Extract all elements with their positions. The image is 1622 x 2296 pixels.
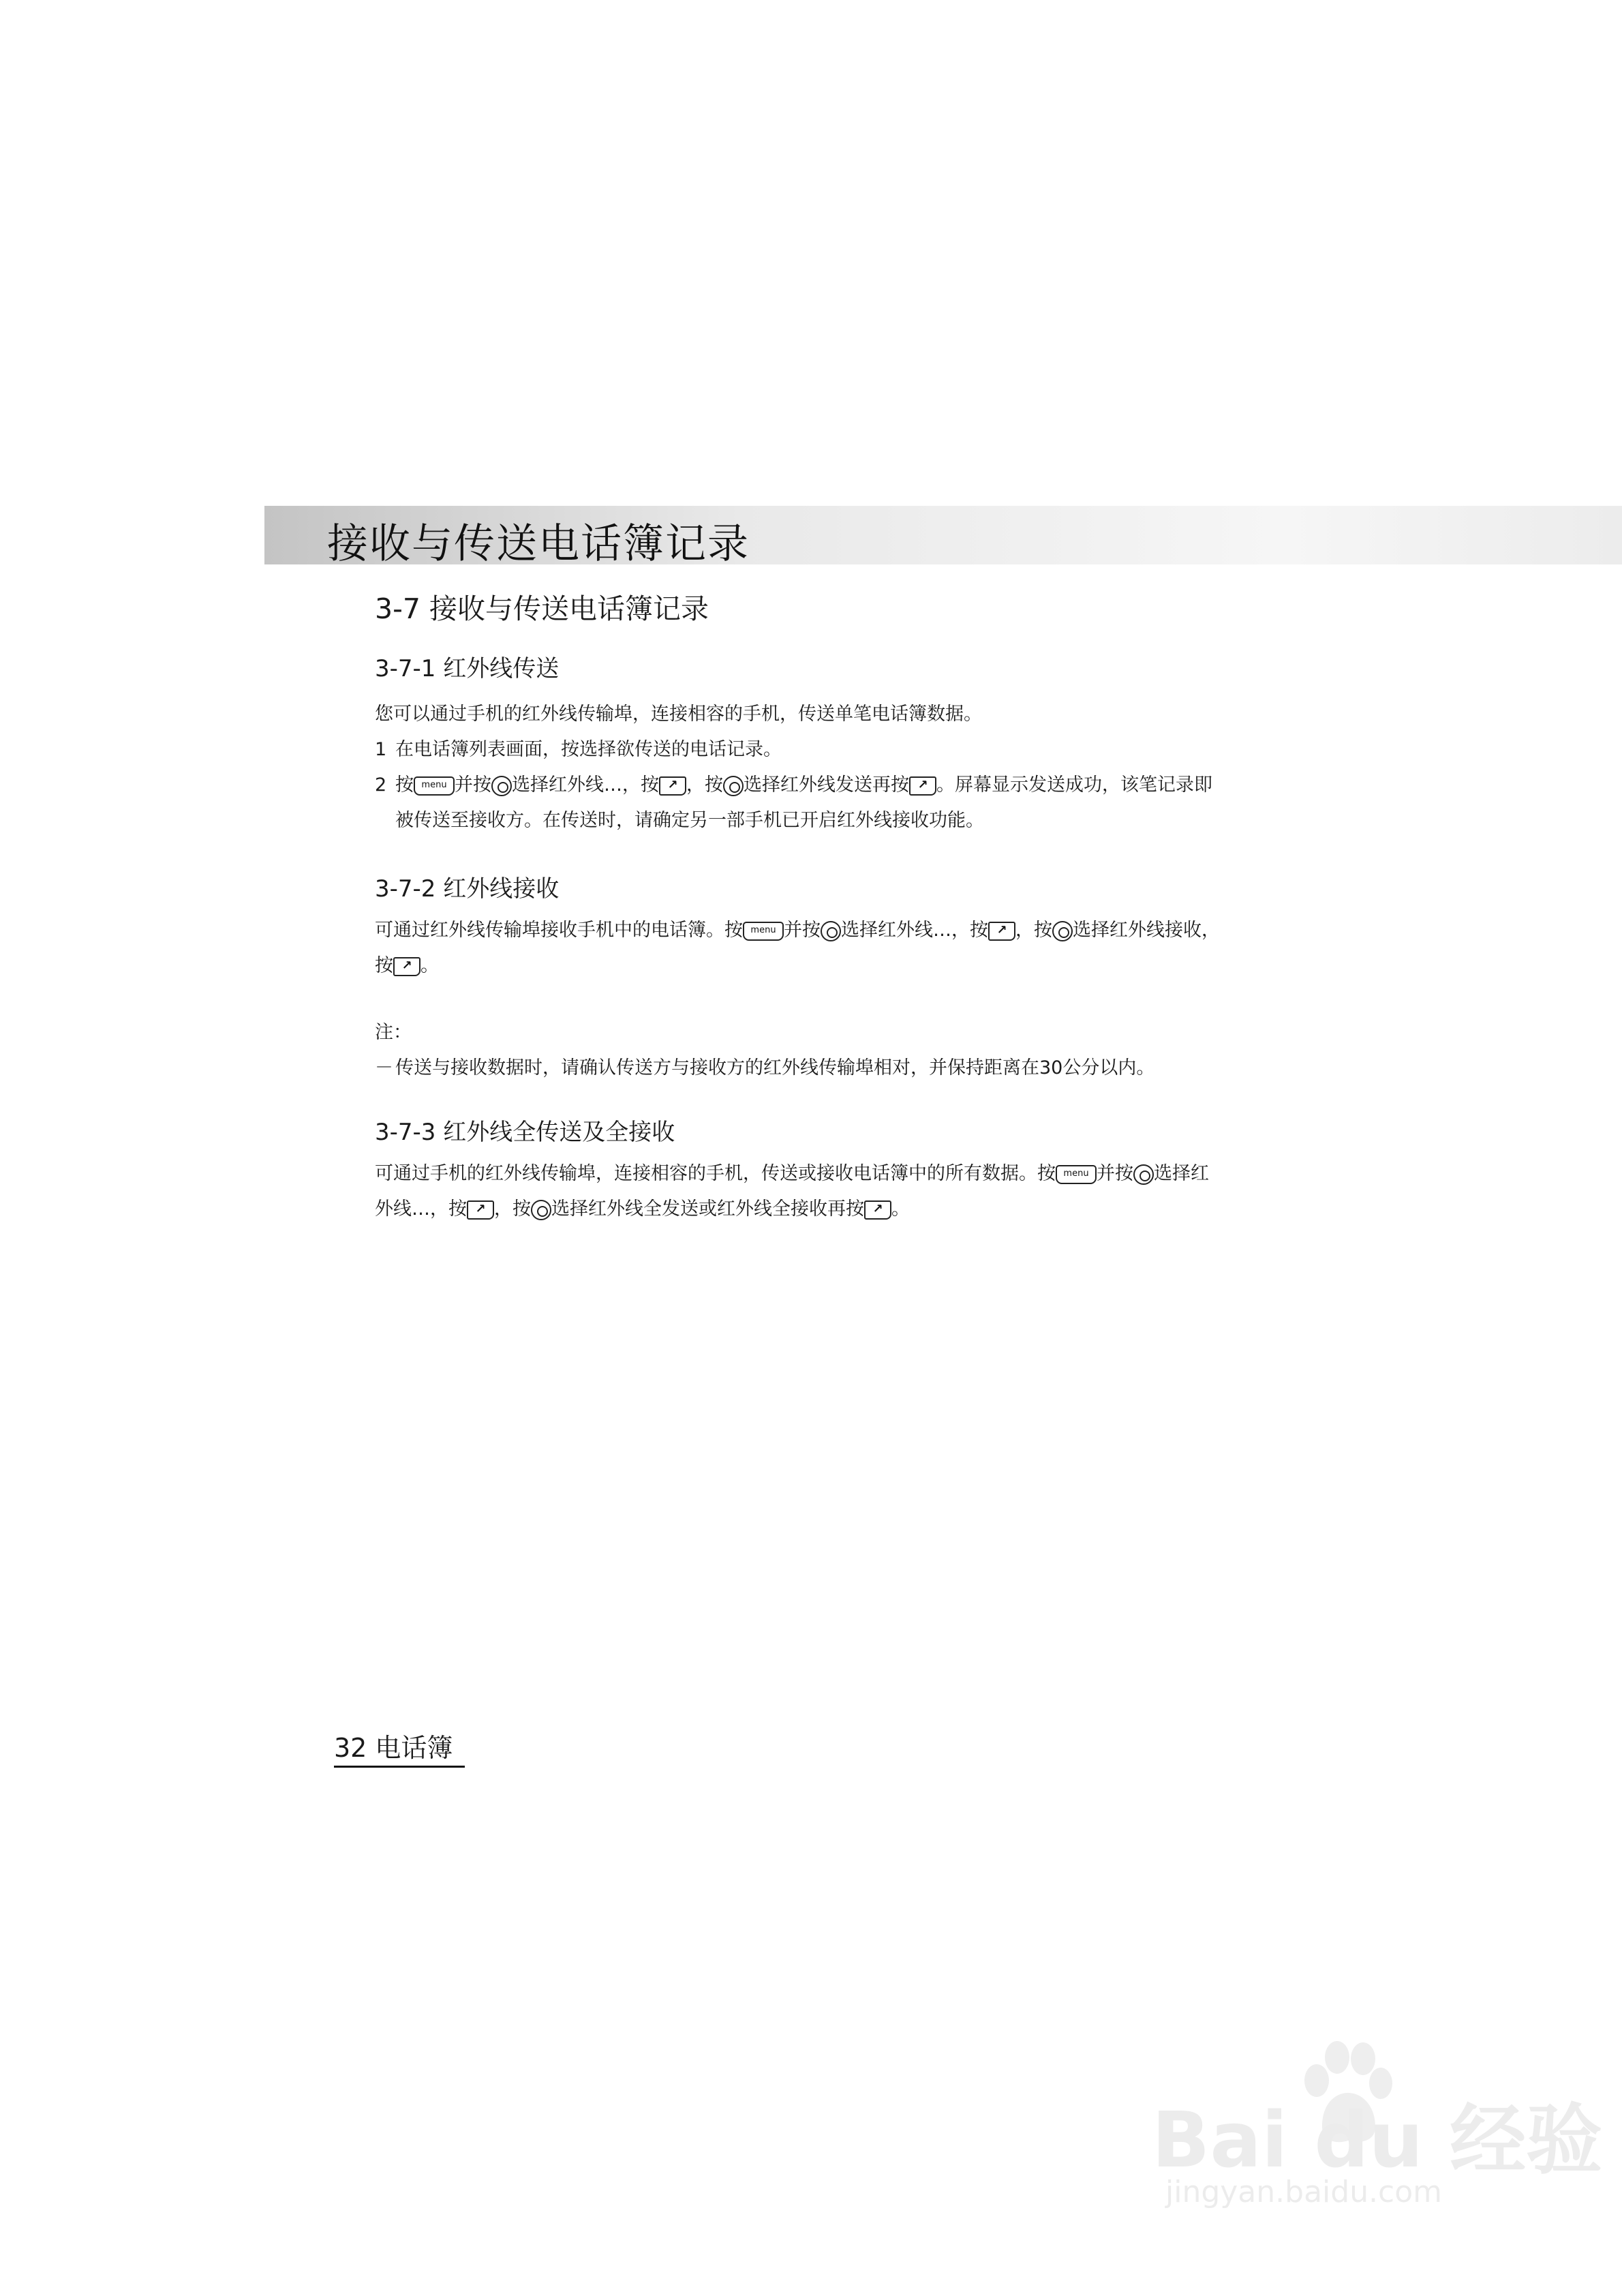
page-footer: 32 电话簿 bbox=[334, 1730, 465, 1768]
step-text: ，按 bbox=[686, 774, 723, 796]
nav-key-icon bbox=[821, 921, 841, 941]
menu-key-icon: menu bbox=[743, 922, 784, 941]
nav-key-icon bbox=[491, 776, 512, 796]
note-dash: － bbox=[375, 1057, 393, 1078]
note-text: 传送与接收数据时，请确认传送方与接收方的红外线传输埠相对，并保持距离在30公分以内。 bbox=[395, 1057, 1155, 1078]
step-text: 选择红外线发送再按 bbox=[744, 774, 909, 796]
watermark-url: jingyan.baidu.com bbox=[1165, 2175, 1443, 2209]
nav-key-icon bbox=[1052, 921, 1073, 941]
paragraph-text: ，按 bbox=[1015, 920, 1052, 941]
watermark-brand: Bai du 经验 bbox=[1152, 2096, 1603, 2185]
paragraph-text: 可通过红外线传输埠接收手机中的电话簿。按 bbox=[375, 920, 743, 941]
step-item bbox=[375, 768, 1227, 839]
paragraph-text: 并按 bbox=[1097, 1163, 1133, 1184]
step-number: 1 bbox=[375, 739, 387, 760]
paragraph-text: 选择红外线…，按 bbox=[841, 920, 988, 941]
page-content bbox=[375, 586, 1227, 1227]
paragraph-text: ，按 bbox=[494, 1198, 531, 1220]
nav-key-icon bbox=[531, 1200, 551, 1220]
paragraph-text: 选择红外线…，按 bbox=[375, 1163, 1209, 1220]
nav-key-icon bbox=[1133, 1164, 1154, 1185]
paragraph-text: 选择红外线全发送或红外线全接收再按 bbox=[551, 1198, 864, 1220]
paragraph-text: 可通过手机的红外线传输埠，连接相容的手机，传送或接收电话簿中的所有数据。按 bbox=[375, 1163, 1056, 1184]
paragraph-text: 选择红外线接收，按 bbox=[375, 920, 1220, 976]
paragraph-text: 并按 bbox=[784, 920, 821, 941]
step-text: 按 bbox=[395, 774, 414, 796]
paragraph-text: 。 bbox=[420, 955, 439, 976]
step-text: 选择红外线…，按 bbox=[512, 774, 659, 796]
ir-send-steps bbox=[375, 732, 1227, 839]
chapter-banner bbox=[264, 506, 1622, 568]
ok-key-icon: ↗ bbox=[467, 1200, 494, 1220]
subsection-title-ir-all: 3-7-3 红外线全传送及全接收 bbox=[375, 1119, 675, 1146]
subsection-title-ir-send: 3-7-1 红外线传送 bbox=[375, 655, 560, 682]
step-number: 2 bbox=[375, 774, 387, 796]
note-item bbox=[375, 1051, 1227, 1086]
ok-key-icon: ↗ bbox=[864, 1200, 891, 1220]
step-text: 。屏幕显示发送成功，该笔记录即被传送至接收方。在传送时，请确定另一部手机已开启红外线接收功能。 bbox=[395, 774, 1212, 831]
paragraph-text: 。 bbox=[891, 1198, 910, 1220]
ir-receive-text bbox=[375, 913, 1227, 984]
baidu-watermark bbox=[1152, 2038, 1603, 2222]
ok-key-icon: ↗ bbox=[909, 776, 936, 796]
ok-key-icon: ↗ bbox=[393, 957, 420, 976]
ir-all-text bbox=[375, 1156, 1227, 1227]
menu-key-icon: menu bbox=[1056, 1165, 1097, 1184]
step-text: 在电话簿列表画面，按选择欲传送的电话记录。 bbox=[395, 739, 782, 760]
ok-key-icon: ↗ bbox=[659, 776, 686, 796]
ok-key-icon: ↗ bbox=[988, 922, 1015, 941]
nav-key-icon bbox=[723, 776, 744, 796]
ir-send-intro: 您可以通过手机的红外线传输埠，连接相容的手机，传送单笔电话簿数据。 bbox=[375, 704, 982, 725]
menu-key-icon: menu bbox=[414, 776, 455, 796]
step-text: 并按 bbox=[455, 774, 491, 796]
step-item bbox=[375, 732, 1227, 768]
banner-title: 接收与传送电话簿记录 bbox=[327, 520, 750, 568]
note-label: 注： bbox=[375, 1022, 412, 1043]
subsection-title-ir-receive: 3-7-2 红外线接收 bbox=[375, 875, 560, 903]
section-title: 3-7 接收与传送电话簿记录 bbox=[375, 592, 709, 625]
